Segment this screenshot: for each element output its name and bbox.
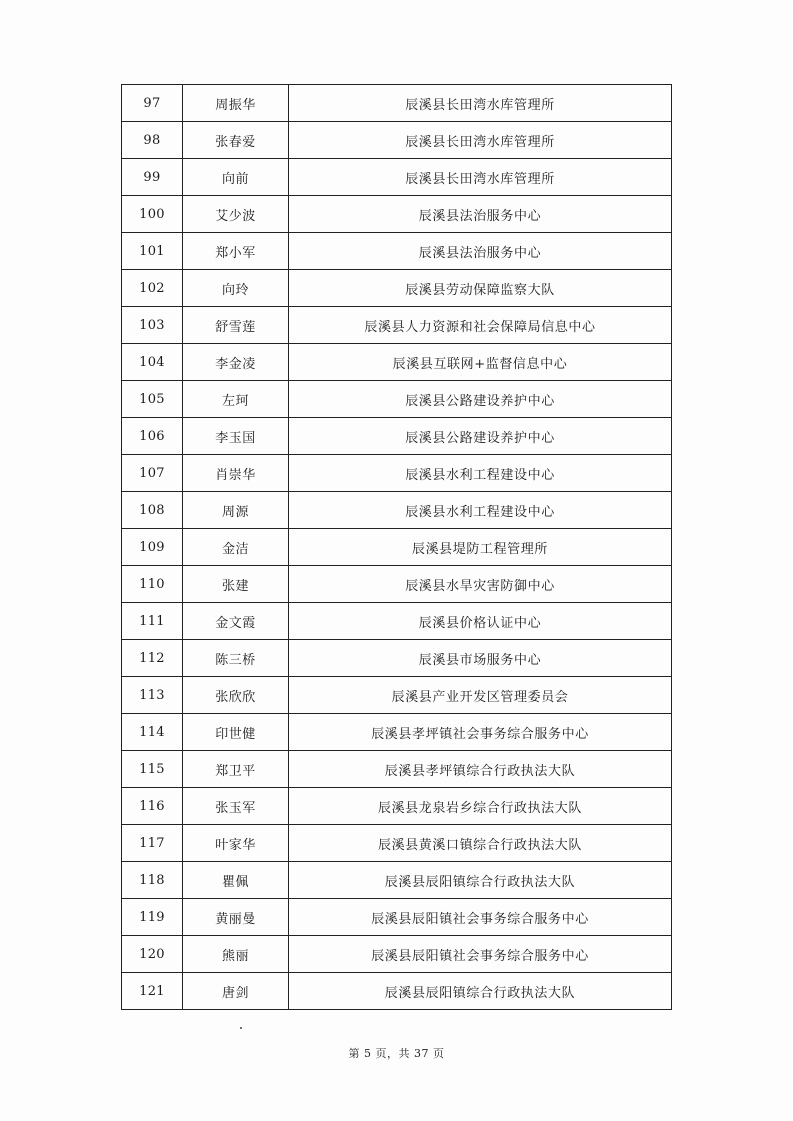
table-row	[122, 714, 672, 751]
row-number-cell: 111	[122, 603, 183, 640]
work-unit-cell: 辰溪县黄溪口镇综合行政执法大队	[289, 825, 672, 862]
person-name-cell: 金洁	[183, 529, 289, 566]
person-name-cell: 左珂	[183, 381, 289, 418]
row-number-cell: 99	[122, 159, 183, 196]
table-row	[122, 788, 672, 825]
person-name-cell: 周源	[183, 492, 289, 529]
table-row	[122, 936, 672, 973]
work-unit-cell: 辰溪县劳动保障监察大队	[289, 270, 672, 307]
roster-table	[121, 84, 672, 1010]
row-number-cell: 112	[122, 640, 183, 677]
work-unit-cell: 辰溪县长田湾水库管理所	[289, 159, 672, 196]
table-row	[122, 566, 672, 603]
work-unit-cell: 辰溪县辰阳镇综合行政执法大队	[289, 862, 672, 899]
table-row	[122, 122, 672, 159]
row-number-cell: 119	[122, 899, 183, 936]
person-name-cell: 李玉国	[183, 418, 289, 455]
row-number-cell: 118	[122, 862, 183, 899]
row-number-cell: 101	[122, 233, 183, 270]
row-number-cell: 115	[122, 751, 183, 788]
row-number-cell: 100	[122, 196, 183, 233]
person-name-cell: 向玲	[183, 270, 289, 307]
person-name-cell: 叶家华	[183, 825, 289, 862]
person-name-cell: 李金凌	[183, 344, 289, 381]
row-number-cell: 102	[122, 270, 183, 307]
work-unit-cell: 辰溪县人力资源和社会保障局信息中心	[289, 307, 672, 344]
person-name-cell: 艾少波	[183, 196, 289, 233]
row-number-cell: 113	[122, 677, 183, 714]
page-footer: 第 5 页，共 37 页	[348, 1047, 445, 1060]
work-unit-cell: 辰溪县水利工程建设中心	[289, 492, 672, 529]
work-unit-cell: 辰溪县公路建设养护中心	[289, 381, 672, 418]
work-unit-cell: 辰溪县孝坪镇综合行政执法大队	[289, 751, 672, 788]
person-name-cell: 金文霞	[183, 603, 289, 640]
row-number-cell: 107	[122, 455, 183, 492]
row-number-cell: 104	[122, 344, 183, 381]
person-name-cell: 唐剑	[183, 973, 289, 1010]
table-row	[122, 270, 672, 307]
table-row	[122, 307, 672, 344]
person-name-cell: 肖崇华	[183, 455, 289, 492]
row-number-cell: 117	[122, 825, 183, 862]
row-number-cell: 109	[122, 529, 183, 566]
work-unit-cell: 辰溪县龙泉岩乡综合行政执法大队	[289, 788, 672, 825]
table-row	[122, 344, 672, 381]
work-unit-cell: 辰溪县产业开发区管理委员会	[289, 677, 672, 714]
person-name-cell: 向前	[183, 159, 289, 196]
person-name-cell: 郑小军	[183, 233, 289, 270]
person-name-cell: 张建	[183, 566, 289, 603]
work-unit-cell: 辰溪县堤防工程管理所	[289, 529, 672, 566]
scan-speck	[240, 1027, 242, 1029]
row-number-cell: 103	[122, 307, 183, 344]
row-number-cell: 98	[122, 122, 183, 159]
person-name-cell: 舒雪莲	[183, 307, 289, 344]
row-number-cell: 105	[122, 381, 183, 418]
person-name-cell: 陈三桥	[183, 640, 289, 677]
table-row	[122, 381, 672, 418]
table-row	[122, 973, 672, 1010]
work-unit-cell: 辰溪县辰阳镇综合行政执法大队	[289, 973, 672, 1010]
row-number-cell: 120	[122, 936, 183, 973]
row-number-cell: 110	[122, 566, 183, 603]
work-unit-cell: 辰溪县价格认证中心	[289, 603, 672, 640]
row-number-cell: 114	[122, 714, 183, 751]
work-unit-cell: 辰溪县市场服务中心	[289, 640, 672, 677]
work-unit-cell: 辰溪县公路建设养护中心	[289, 418, 672, 455]
table-row	[122, 196, 672, 233]
row-number-cell: 106	[122, 418, 183, 455]
person-name-cell: 张玉军	[183, 788, 289, 825]
work-unit-cell: 辰溪县长田湾水库管理所	[289, 122, 672, 159]
table-row	[122, 233, 672, 270]
work-unit-cell: 辰溪县水利工程建设中心	[289, 455, 672, 492]
table-row	[122, 529, 672, 566]
table-row	[122, 85, 672, 122]
work-unit-cell: 辰溪县辰阳镇社会事务综合服务中心	[289, 936, 672, 973]
person-name-cell: 周振华	[183, 85, 289, 122]
row-number-cell: 121	[122, 973, 183, 1010]
table-row	[122, 677, 672, 714]
table-row	[122, 455, 672, 492]
row-number-cell: 97	[122, 85, 183, 122]
person-name-cell: 熊丽	[183, 936, 289, 973]
table-row	[122, 640, 672, 677]
table-row	[122, 159, 672, 196]
table-row	[122, 418, 672, 455]
work-unit-cell: 辰溪县法治服务中心	[289, 233, 672, 270]
person-name-cell: 郑卫平	[183, 751, 289, 788]
roster-table-body	[122, 85, 672, 1010]
work-unit-cell: 辰溪县互联网+监督信息中心	[289, 344, 672, 381]
table-row	[122, 899, 672, 936]
person-name-cell: 印世健	[183, 714, 289, 751]
row-number-cell: 116	[122, 788, 183, 825]
person-name-cell: 张欣欣	[183, 677, 289, 714]
work-unit-cell: 辰溪县辰阳镇社会事务综合服务中心	[289, 899, 672, 936]
work-unit-cell: 辰溪县长田湾水库管理所	[289, 85, 672, 122]
table-row	[122, 492, 672, 529]
table-row	[122, 862, 672, 899]
person-name-cell: 瞿佩	[183, 862, 289, 899]
row-number-cell: 108	[122, 492, 183, 529]
work-unit-cell: 辰溪县孝坪镇社会事务综合服务中心	[289, 714, 672, 751]
work-unit-cell: 辰溪县法治服务中心	[289, 196, 672, 233]
table-row	[122, 603, 672, 640]
work-unit-cell: 辰溪县水旱灾害防御中心	[289, 566, 672, 603]
table-row	[122, 825, 672, 862]
person-name-cell: 黄丽曼	[183, 899, 289, 936]
person-name-cell: 张春爱	[183, 122, 289, 159]
table-row	[122, 751, 672, 788]
